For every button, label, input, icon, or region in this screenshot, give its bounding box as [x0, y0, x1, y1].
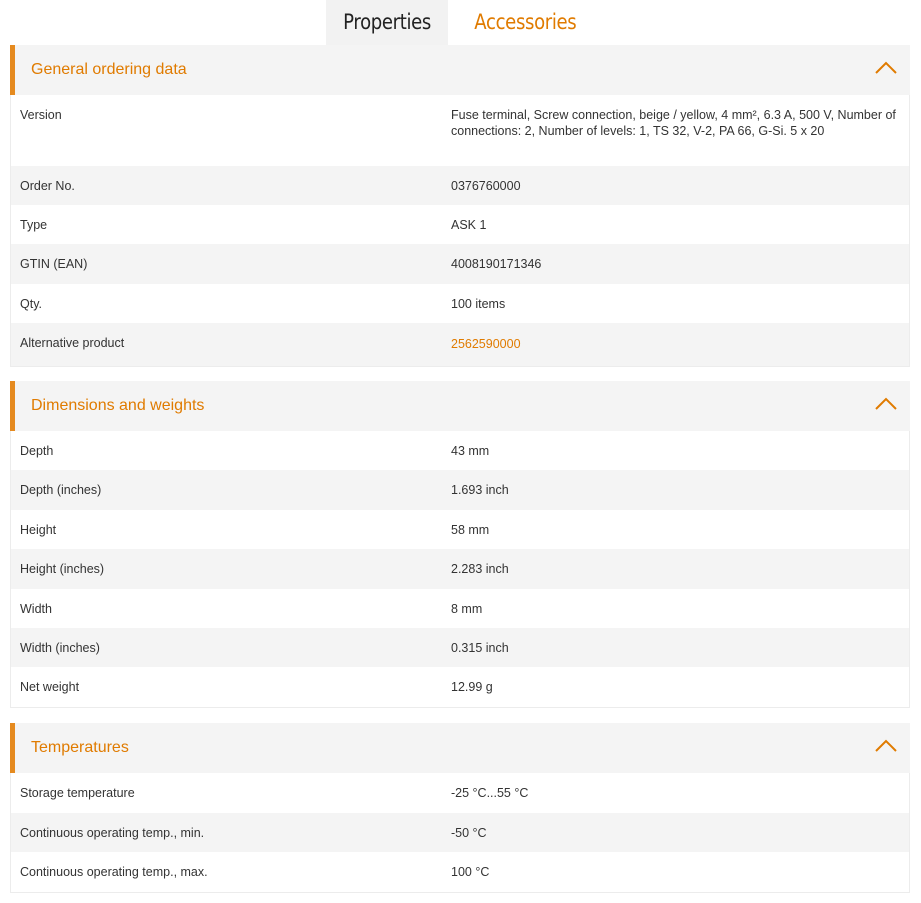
section-header-general[interactable] — [10, 45, 910, 95]
table-row — [11, 431, 909, 470]
tab-bar — [0, 0, 921, 45]
row-label: Width (inches) — [20, 641, 100, 655]
table-row — [11, 166, 909, 205]
row-label: Net weight — [20, 680, 80, 694]
row-value: 100 °C — [451, 865, 490, 879]
row-value: 58 mm — [451, 523, 490, 537]
row-value: 4008190171346 — [451, 257, 542, 271]
table-row — [11, 95, 909, 166]
table-row — [11, 205, 909, 244]
row-label: Depth — [20, 444, 54, 458]
row-value: Fuse terminal, Screw connection, beige / yellow, 4 mm², 6.3 A, 500 V, Number of connections: 2, Number of levels: 1, TS 32, V-2, PA 66, G-Si. 5 x 20 — [451, 108, 896, 138]
section-dimensions-and-weights — [10, 381, 910, 708]
tab-accessories[interactable]: Accessories — [473, 10, 577, 34]
row-value: -25 °C...55 °C — [451, 786, 529, 800]
row-value: 43 mm — [451, 444, 490, 458]
row-value: 100 items — [451, 297, 506, 311]
row-label: Depth (inches) — [20, 483, 102, 497]
row-value: 0376760000 — [451, 179, 521, 193]
tab-properties[interactable]: Properties — [326, 0, 448, 45]
table-row — [11, 323, 909, 366]
section-body — [10, 773, 910, 893]
row-value: 2.283 inch — [451, 562, 509, 576]
table-row — [11, 852, 909, 892]
section-general-ordering-data — [10, 45, 910, 367]
table-row — [11, 244, 909, 284]
row-value: 1.693 inch — [451, 483, 509, 497]
section-title: Dimensions and weights — [31, 397, 205, 414]
row-label: Version — [20, 108, 62, 122]
section-title: Temperatures — [31, 739, 129, 756]
chevron-up-icon[interactable] — [875, 396, 897, 410]
section-title: General ordering data — [31, 61, 187, 78]
row-label: Storage temperature — [20, 786, 135, 800]
row-label: Height (inches) — [20, 562, 105, 576]
row-value: 12.99 g — [451, 680, 493, 694]
section-header-dimensions[interactable] — [10, 381, 910, 431]
section-temperatures — [10, 723, 910, 893]
chevron-up-icon[interactable] — [875, 738, 897, 752]
alternative-product-link[interactable]: 2562590000 — [451, 337, 521, 351]
section-body — [10, 95, 910, 367]
row-label: Height — [20, 523, 57, 537]
table-row — [11, 667, 909, 707]
table-row — [11, 284, 909, 323]
row-label: Width — [20, 602, 52, 616]
chevron-up-icon[interactable] — [875, 60, 897, 74]
row-label: Type — [20, 218, 48, 232]
row-label: Continuous operating temp., min. — [20, 826, 205, 840]
table-row — [11, 470, 909, 510]
row-label: Continuous operating temp., max. — [20, 865, 208, 879]
row-value: ASK 1 — [451, 218, 487, 232]
row-label: Order No. — [20, 179, 75, 193]
section-body — [10, 431, 910, 708]
table-row — [11, 589, 909, 628]
table-row — [11, 813, 909, 852]
row-value: -50 °C — [451, 826, 487, 840]
section-header-temperatures[interactable] — [10, 723, 910, 773]
row-value: 0.315 inch — [451, 641, 509, 655]
row-value: 8 mm — [451, 602, 483, 616]
row-label: Qty. — [20, 297, 42, 311]
table-row — [11, 549, 909, 589]
table-row — [11, 628, 909, 667]
row-label: Alternative product — [20, 336, 125, 350]
row-label: GTIN (EAN) — [20, 257, 88, 271]
table-row — [11, 510, 909, 549]
table-row — [11, 773, 909, 813]
